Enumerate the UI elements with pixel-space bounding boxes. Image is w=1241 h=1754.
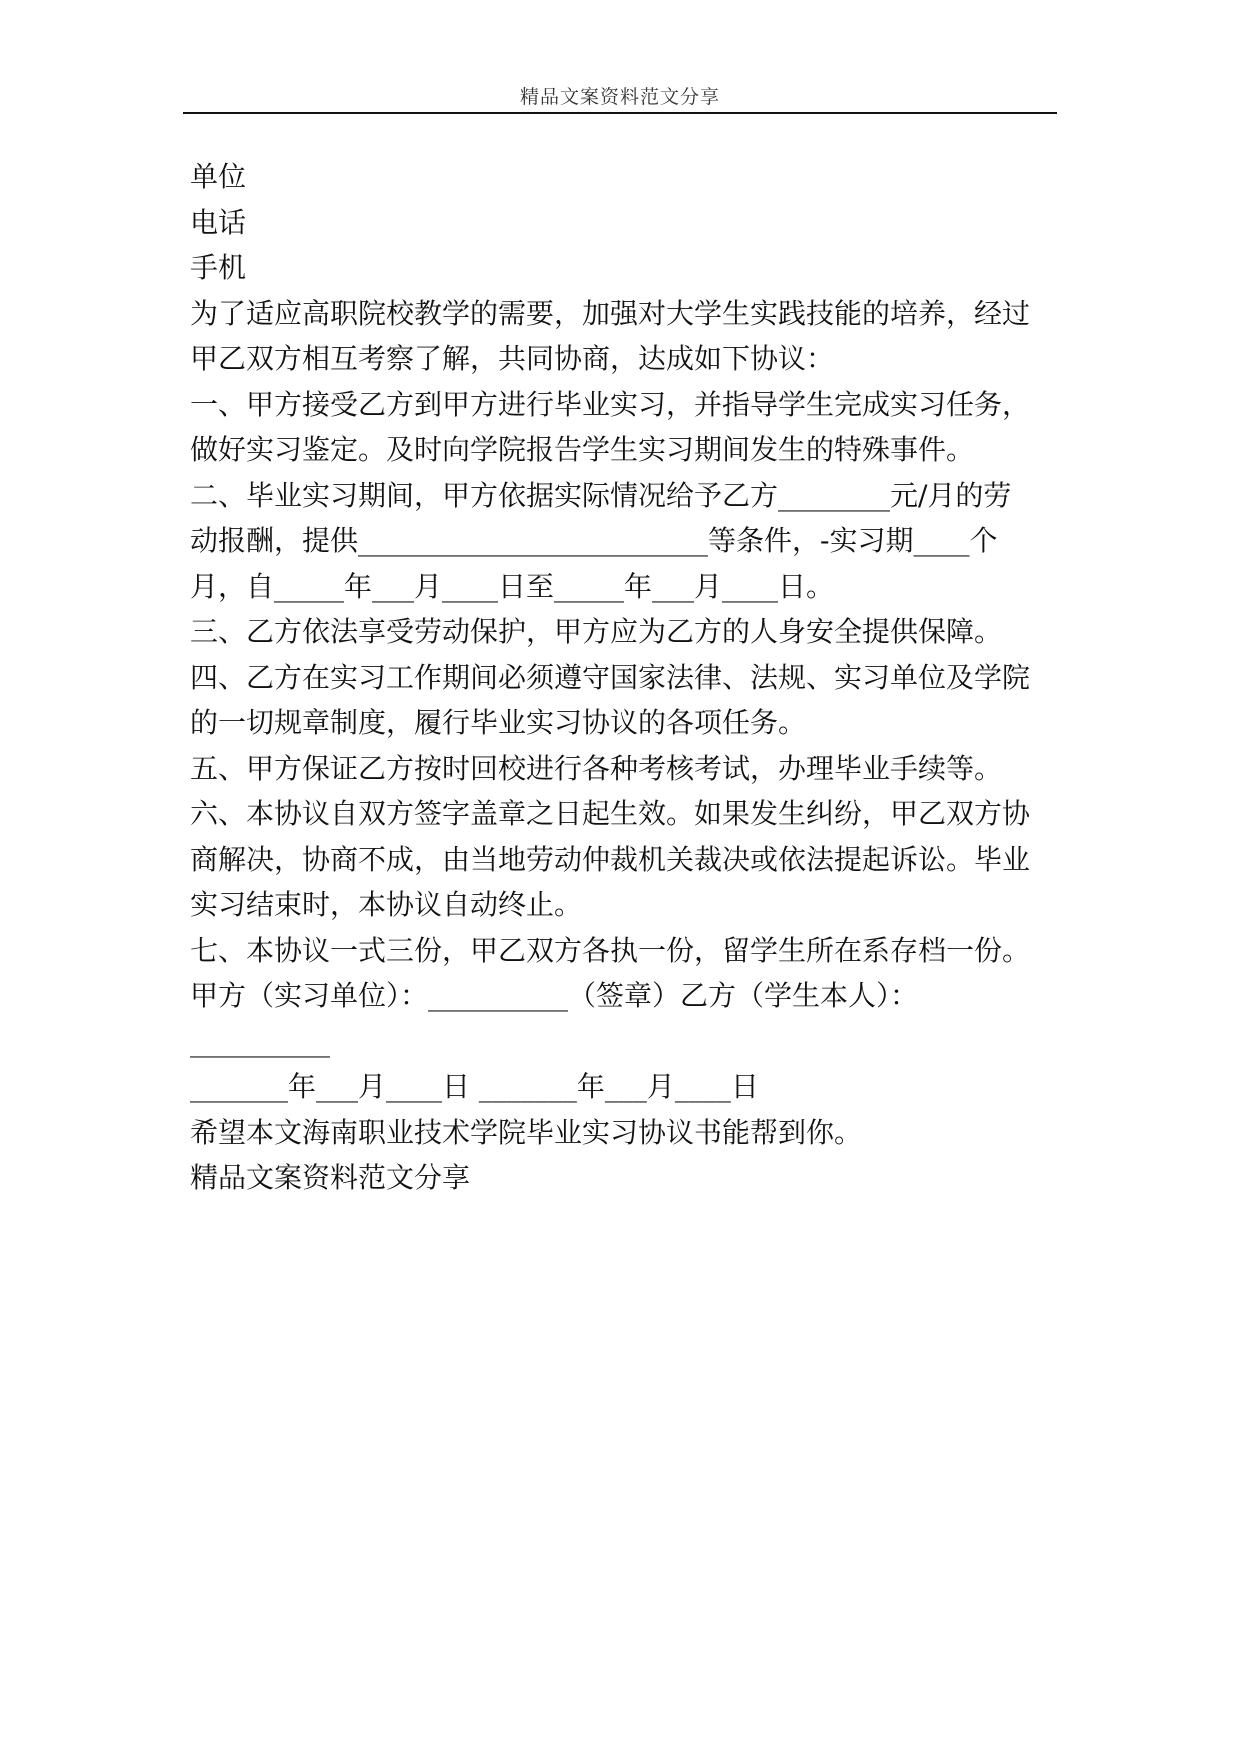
text-line-clause-3: 三、乙方依法享受劳动保护，甲方应为乙方的人身安全提供保障。 — [190, 615, 1003, 648]
text-line-clause-2b: 动报酬，提供_________________________等条件，-实习期____个 — [190, 524, 998, 557]
text-line-clause-1a: 一、甲方接受乙方到甲方进行毕业实习，并指导学生完成实习任务， — [190, 387, 1031, 421]
text-line-clause-4b: 的一切规章制度，履行毕业实习协议的各项任务。 — [190, 706, 807, 739]
text-line-dates: _______年___月____日 _______年___月____日 — [190, 1070, 759, 1103]
text-line-footer: 精品文案资料范文分享 — [190, 1161, 471, 1194]
text-line-clause-7: 七、本协议一式三份，甲乙双方各执一份，留学生所在系存档一份。 — [190, 933, 1031, 967]
text-line-intro-2: 甲乙双方相互考察了解，共同协商，达成如下协议： — [190, 342, 835, 375]
text-line-clause-6b: 商解决，协商不成，由当地劳动仲裁机关裁决或依法提起诉讼。毕业 — [190, 842, 1031, 876]
text-line-phone: 电话 — [190, 205, 247, 239]
text-line-clause-1b: 做好实习鉴定。及时向学院报告学生实习期间发生的特殊事件。 — [190, 433, 975, 466]
text-line-signature-blank: __________ — [190, 1024, 330, 1058]
page-header: 精品文案资料范文分享 — [519, 86, 720, 108]
text-line-signatures: 甲方（实习单位）：__________（签章）乙方（学生本人）： — [190, 979, 919, 1012]
text-line-clause-4a: 四、乙方在实习工作期间必须遵守国家法律、法规、实习单位及学院 — [190, 660, 1031, 694]
text-line-clause-6a: 六、本协议自双方签字盖章之日起生效。如果发生纠纷，甲乙双方协 — [190, 797, 1031, 830]
text-line-intro-1: 为了适应高职院校教学的需要，加强对大学生实践技能的培养，经过 — [190, 296, 1031, 330]
text-line-clause-2c: 月，自_____年___月____日至_____年___月____日。 — [190, 569, 835, 603]
text-line-unit: 单位 — [190, 160, 247, 193]
document-body — [190, 154, 1070, 1201]
header-divider — [183, 112, 1057, 114]
text-line-clause-6c: 实习结束时，本协议自动终止。 — [190, 888, 583, 921]
text-line-mobile: 手机 — [190, 251, 247, 284]
text-line-closing: 希望本文海南职业技术学院毕业实习协议书能帮到你。 — [190, 1115, 863, 1149]
text-line-clause-5: 五、甲方保证乙方按时回校进行各种考核考试，办理毕业手续等。 — [190, 751, 1003, 785]
text-line-clause-2a: 二、毕业实习期间，甲方依据实际情况给予乙方________元/月的劳 — [190, 478, 1012, 512]
